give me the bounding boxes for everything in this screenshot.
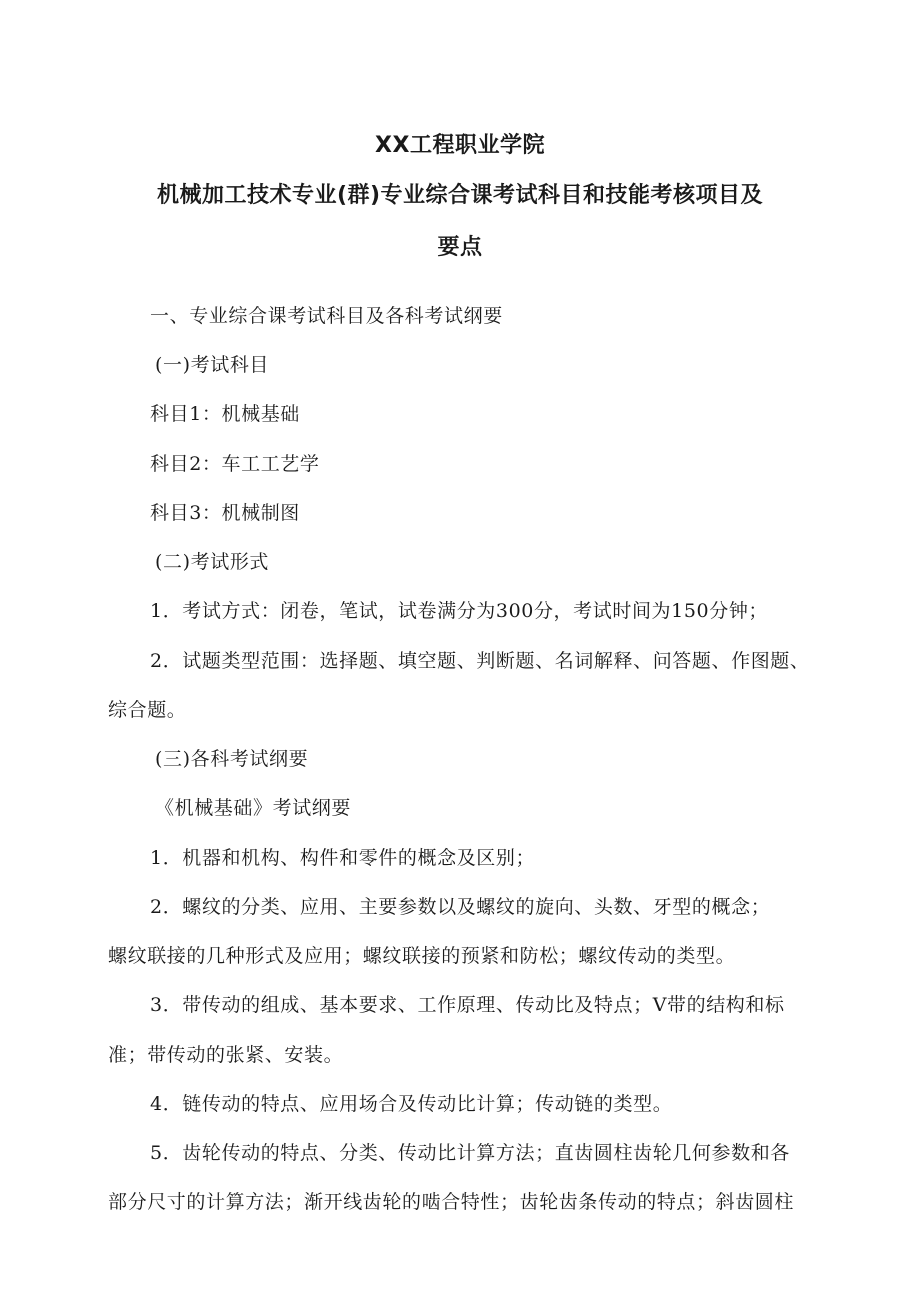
subsection-heading-form: (二)考试形式 [155, 551, 270, 573]
outline-item-5-continued: 部分尺寸的计算方法；渐开线齿轮的啮合特性；齿轮齿条传动的特点；斜齿圆柱 [108, 1191, 795, 1213]
outline-item-3-continued: 准；带传动的张紧、安装。 [108, 1044, 344, 1066]
outline-item-2: 2．螺纹的分类、应用、主要参数以及螺纹的旋向、头数、牙型的概念； [150, 896, 771, 918]
exam-form-item-2: 2．试题类型范围：选择题、填空题、判断题、名词解释、问答题、作图题、 [150, 650, 810, 672]
exam-form-item-2-continued: 综合题。 [108, 699, 187, 721]
document-title-line-1: XX工程职业学院 [375, 133, 545, 158]
document-title-line-2: 机械加工技术专业(群)专业综合课考试科目和技能考核项目及 [156, 183, 764, 208]
outline-item-2-continued: 螺纹联接的几种形式及应用；螺纹联接的预紧和防松；螺纹传动的类型。 [108, 945, 736, 967]
section-heading-1: 一、专业综合课考试科目及各科考试纲要 [150, 305, 503, 327]
subject-3: 科目3：机械制图 [150, 502, 300, 524]
outline-item-5: 5．齿轮传动的特点、分类、传动比计算方法；直齿圆柱齿轮几何参数和各 [150, 1142, 790, 1164]
subsection-heading-outline: (三)各科考试纲要 [155, 748, 309, 770]
subject-1: 科目1：机械基础 [150, 403, 300, 425]
outline-item-4: 4．链传动的特点、应用场合及传动比计算；传动链的类型。 [150, 1093, 673, 1115]
outline-title: 《机械基础》考试纲要 [155, 797, 352, 819]
outline-item-1: 1．机器和机构、构件和零件的概念及区别； [150, 847, 536, 869]
subject-2: 科目2：车工工艺学 [150, 453, 320, 475]
outline-item-3: 3．带传动的组成、基本要求、工作原理、传动比及特点；V带的结构和标 [150, 994, 785, 1016]
subsection-heading-subjects: (一)考试科目 [155, 354, 270, 376]
exam-form-item-1: 1．考试方式：闭卷，笔试，试卷满分为300分，考试时间为150分钟； [150, 600, 769, 622]
document-title-line-3: 要点 [437, 235, 483, 260]
